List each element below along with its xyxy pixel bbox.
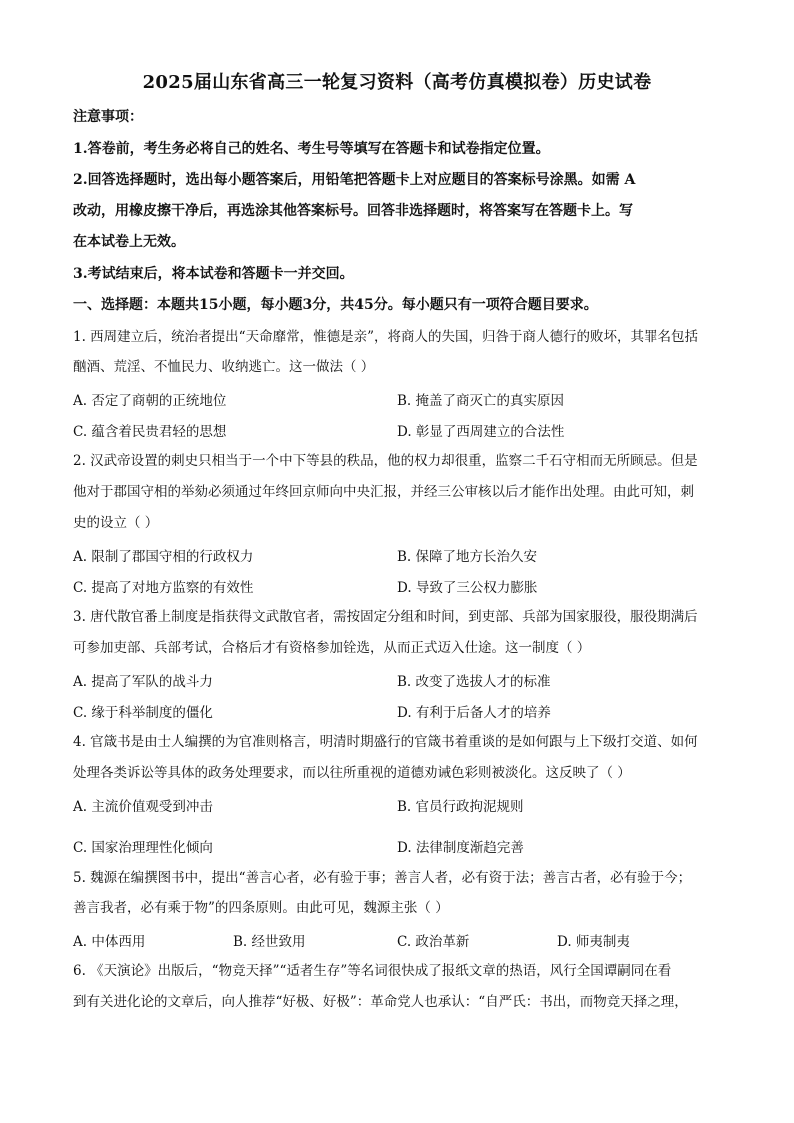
question-stem: 2. 汉武帝设置的刺史只相当于一个中下等县的秩品，他的权力却很重，监察二千石守相而无所顾忌。但是	[73, 453, 698, 469]
question-stem: 史的设立（ ）	[73, 515, 159, 531]
option-d[interactable]: D. 彰显了西周建立的合法性	[397, 424, 565, 440]
question-stem: 6. 《天演论》出版后，“物竞天择”“适者生存”等名词很快成了报纸文章的热语，风行全国谭嗣同在看	[73, 963, 672, 979]
notice-item: 在本试卷上无效。	[73, 234, 185, 250]
notice-item: 3.考试结束后，将本试卷和答题卡一并交回。	[73, 266, 354, 282]
option-a[interactable]: A. 主流价值观受到冲击	[73, 799, 213, 815]
option-d[interactable]: D. 导致了三公权力膨胀	[397, 580, 538, 596]
option-c[interactable]: C. 政治革新	[397, 934, 470, 950]
option-b[interactable]: B. 官员行政拘泥规则	[397, 799, 524, 815]
option-d[interactable]: D. 法律制度渐趋完善	[397, 840, 524, 856]
option-a[interactable]: A. 提高了军队的战斗力	[73, 674, 213, 690]
option-b[interactable]: B. 保障了地方长治久安	[397, 549, 538, 565]
option-b[interactable]: B. 经世致用	[233, 934, 306, 950]
option-d[interactable]: D. 有利于后备人才的培养	[397, 705, 551, 721]
question-stem: 可参加吏部、兵部考试，合格后才有资格参加铨选，从而正式迈入仕途。这一制度（ ）	[73, 640, 591, 656]
option-a[interactable]: A. 限制了郡国守相的行政权力	[73, 549, 254, 565]
question-stem: 处理各类诉讼等具体的政务处理要求，而以往所重视的道德劝诫色彩则被淡化。这反映了（ ）	[73, 765, 631, 781]
option-d[interactable]: D. 师夷制夷	[557, 934, 630, 950]
option-c[interactable]: C. 国家治理理性化倾向	[73, 840, 213, 856]
option-b[interactable]: B. 掩盖了商灭亡的真实原因	[397, 393, 565, 409]
option-c[interactable]: C. 缘于科举制度的僵化	[73, 705, 213, 721]
question-stem: 3. 唐代散官番上制度是指获得文武散官者，需按固定分组和时间，到吏部、兵部为国家服役，服役期满后	[73, 609, 698, 625]
notice-item: 2.回答选择题时，选出每小题答案后，用铅笔把答题卡上对应题目的答案标号涂黑。如需 A	[73, 172, 636, 188]
section-heading: 一、选择题：本题共15小题，每小题3分，共45分。每小题只有一项符合题目要求。	[73, 297, 598, 313]
question-stem: 善言我者，必有乘于物”的四条原则。由此可见，魏源主张（ ）	[73, 900, 449, 916]
question-stem: 4. 官箴书是由士人编撰的为官准则格言，明清时期盛行的官箴书着重谈的是如何跟与上下级打交道、如何	[73, 734, 698, 750]
notice-item: 改动，用橡皮擦干净后，再选涂其他答案标号。回答非选择题时，将答案写在答题卡上。写	[73, 203, 633, 219]
option-c[interactable]: C. 蕴含着民贵君轻的思想	[73, 424, 227, 440]
question-stem: 他对于郡国守相的举劾必须通过年终回京师向中央汇报，并经三公审核以后才能作出处理。由此可知，刺	[73, 484, 694, 500]
option-b[interactable]: B. 改变了选拔人才的标准	[397, 674, 551, 690]
option-a[interactable]: A. 否定了商朝的正统地位	[73, 393, 227, 409]
option-a[interactable]: A. 中体西用	[73, 934, 146, 950]
notice-item: 1.答卷前，考生务必将自己的姓名、考生号等填写在答题卡和试卷指定位置。	[73, 141, 550, 157]
question-stem: 1. 西周建立后，统治者提出“天命靡常，惟德是亲”，将商人的失国，归咎于商人德行的败坏，其罪名包括	[73, 329, 698, 345]
question-stem: 酗酒、荒淫、不恤民力、收纳逃亡。这一做法（ ）	[73, 359, 375, 375]
page-title: 2025届山东省高三一轮复习资料（高考仿真模拟卷）历史试卷	[142, 72, 652, 93]
question-stem: 5. 魏源在编撰图书中，提出“善言心者，必有验于事；善言人者，必有资于法；善言古者，必有验于今；	[73, 870, 692, 886]
option-c[interactable]: C. 提高了对地方监察的有效性	[73, 580, 254, 596]
notice-heading: 注意事项：	[73, 109, 143, 125]
question-stem: 到有关进化论的文章后，向人推荐“好极、好极”：革命党人也承认：“自严氏：书出，而物竞天择之理，	[73, 994, 688, 1010]
